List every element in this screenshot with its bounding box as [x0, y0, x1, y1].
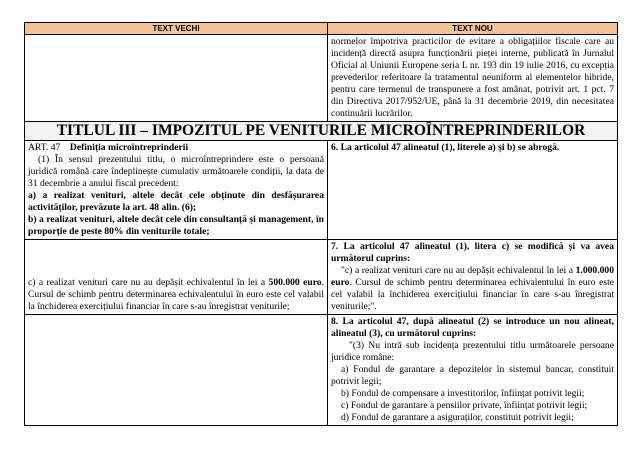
article-title: Definiția microîntreprinderii: [69, 142, 189, 153]
list-item: b) a realizat venituri, altele decât cele din consultanță și management, în proporție de peste 80% din veniturile totale;: [28, 214, 324, 237]
table-row: [25, 140, 617, 239]
old-text-cell: [25, 35, 328, 121]
new-text-cell: 6. La articolul 47 alineatul (1), literele a) și b) se abrogă.: [331, 142, 560, 153]
paragraph: (1) În sensul prezentului titlu, o microîntreprindere este o persoană juridică română care îndeplinește cumulativ următoarele condiții, la data de 31 decembrie a anului fiscal precedent:: [28, 154, 324, 189]
old-text-cell: [25, 315, 328, 425]
table-row: [25, 34, 617, 121]
list-item: a) a realizat venituri, altele decât cele obținute din desfășurarea activităților, prevăzute la art. 48 alin. (6);: [28, 190, 324, 213]
new-text-cell: [328, 315, 617, 425]
comparison-table: [24, 22, 618, 426]
table-row: [25, 239, 617, 314]
list-item: b) Fondul de compensare a investitorilor, înființat potrivit legii;: [341, 388, 585, 399]
header-text-nou: TEXT NOU: [328, 23, 617, 34]
old-text-cell: [25, 141, 328, 239]
article-number: ART. 47: [28, 142, 61, 153]
amendment-heading: 8. La articolul 47, după alineatul (2) se introduce un nou alineat, alineatul (3), cu următorul cuprins:: [331, 316, 614, 339]
paragraph: "c) a realizat venituri care nu au depășit echivalentul în lei a 1.000.000 euro. Cursul de schimb pentru determinarea echivalentului în euro este cel valabil la închiderea exercițiului financiar în care s-au înregistrat veniturile;".: [331, 265, 614, 312]
paragraph: c) a realizat venituri care nu au depășit echivalentul în lei a 500.000 euro. Cursul de schimb pentru determinarea echivalentului în euro este cel valabil la închiderea exercițiului financiar în care s-au înregistrat veniturile;: [28, 277, 324, 312]
list-item: a) Fondul de garantare a depozitelor în sistemul bancar, constituit potrivit legii;: [331, 364, 614, 387]
new-text-cell: [328, 240, 617, 314]
header-text-vechi: TEXT VECHI: [25, 23, 328, 34]
list-item: d) Fondul de garantare a asiguraților, constituit potrivit legii;: [341, 412, 574, 423]
section-title-row: [25, 121, 617, 140]
new-text-cell: normelor împotriva practicilor de evitare a obligațiilor fiscale care au incidență directă asupra funcționării pieței interne, publicată în Jurnalul Oficial al Uniunii Europene seria L nr. 193 din 19 iulie 2016, cu excepția prevederilor referitoare la tratamentul neuniform al elementelor hibride, pentru care termenul de transpunere a fost amânat, potrivit art. 1 pct. 7 din Directiva 2017/952/UE, până la 31 decembrie 2019, din necesitatea continuării lucrărilor.: [331, 36, 614, 119]
old-text-cell: [25, 240, 328, 314]
table-header-row: [25, 23, 617, 34]
paragraph: "(3) Nu intră sub incidența prezentului titlu următoarele persoane juridice române:: [331, 340, 614, 363]
table-row: [25, 314, 617, 425]
list-item: c) Fondul de garantare a pensiilor private, înființat potrivit legii;: [341, 400, 588, 411]
section-title: TITLUL III – IMPOZITUL PE VENITURILE MICROÎNTREPRINDERILOR: [25, 122, 617, 140]
amendment-heading: 7. La articolul 47 alineatul (1), litera c) se modifică și va avea următorul cuprins:: [331, 241, 614, 264]
